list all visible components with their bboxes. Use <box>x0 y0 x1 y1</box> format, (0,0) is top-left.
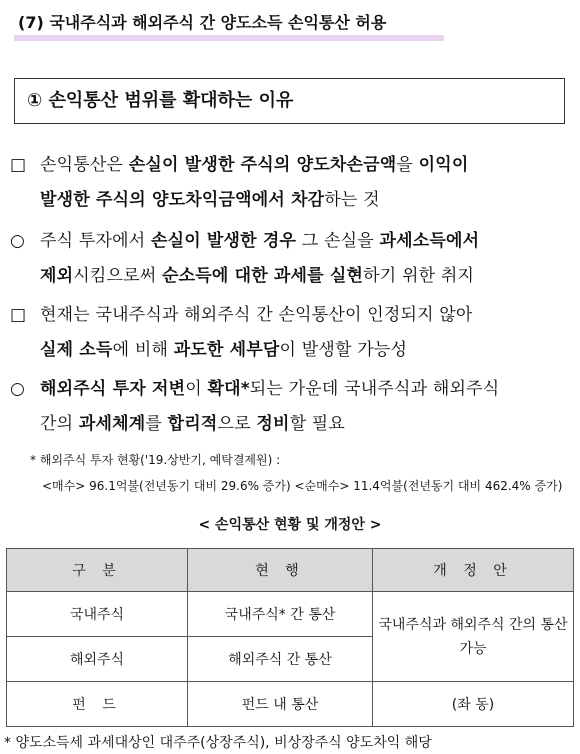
header-current: 현 행 <box>188 549 373 592</box>
comparison-table <box>6 548 574 727</box>
circle-bullet: ○ <box>10 379 26 399</box>
header-proposal: 개 정 안 <box>373 549 574 592</box>
title-highlight <box>14 35 444 41</box>
square-bullet: □ <box>10 155 27 175</box>
table-header-row <box>7 549 574 592</box>
table-row: 펀 드 펀드 내 통산 (좌 동) <box>7 682 574 727</box>
paragraph-2: ○ 주식 투자에서 손실이 발생한 경우 그 손실을 과세소득에서 제외시킴으로써 순소득에 대한 과세를 실현하기 위한 취지 <box>10 224 570 294</box>
subsection-box-title: ① 손익통산 범위를 확대하는 이유 <box>14 78 565 124</box>
table-row: 해외주식 해외주식 간 통산 <box>7 637 574 682</box>
section-title: (7) 국내주식과 해외주식 간 양도소득 손익통산 허용 <box>14 6 444 40</box>
merged-proposal-cell: 국내주식과 해외주식 간의 통산 가능 <box>373 592 574 682</box>
paragraph-3: □ 현재는 국내주식과 해외주식 간 손익통산이 인정되지 않아 실제 소득에 비해 과도한 세부담이 발생할 가능성 <box>10 298 570 368</box>
header-category: 구 분 <box>7 549 188 592</box>
note-line-1: * 해외주식 투자 현황('19.상반기, 예탁결제원) : <box>30 453 281 467</box>
footnote: * 양도소득세 과세대상인 대주주(상장주식), 비상장주식 양도차익 해당 <box>4 735 432 751</box>
table-row: 국내주식 국내주식* 간 통산 국내주식과 해외주식 간의 통산 가능 <box>7 592 574 637</box>
table-caption: < 손익통산 현황 및 개정안 > <box>198 517 382 533</box>
paragraph-1: □ 손익통산은 손실이 발생한 주식의 양도차손금액을 이익이 발생한 주식의 양도차익금액에서 차감하는 것 <box>10 148 570 218</box>
square-bullet: □ <box>10 305 27 325</box>
note-line-2: <매수> 96.1억불(전년동기 대비 29.6% 증가) <순매수> 11.4억불(전년동기 대비 462.4% 증가) <box>42 479 563 493</box>
circle-bullet: ○ <box>10 231 26 251</box>
investment-note <box>30 447 570 499</box>
paragraph-4: ○ 해외주식 투자 저변이 확대*되는 가운데 국내주식과 해외주식 간의 과세체계를 합리적으로 정비할 필요 <box>10 372 570 442</box>
